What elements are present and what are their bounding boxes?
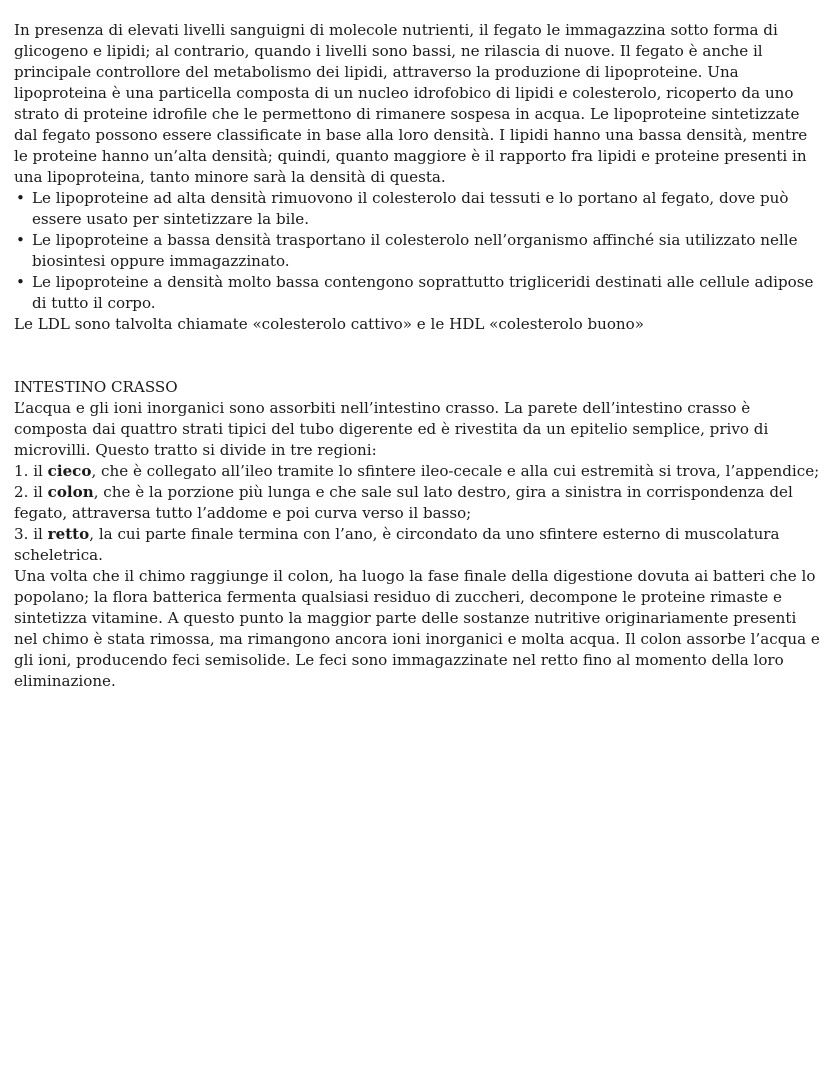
list-item-text: Le lipoproteine ad alta densità rimuovono il colesterolo dai tessuti e lo portano al fegato, dove può essere usato per sintetizzare la bile. <box>32 189 789 228</box>
list-item <box>14 188 820 230</box>
region-prefix: 3. il <box>14 525 48 543</box>
lipoprotein-list <box>14 188 820 314</box>
list-item <box>14 482 820 524</box>
intro-paragraph: In presenza di elevati livelli sanguigni di molecole nutrienti, il fegato le immagazzina sotto forma di glicogeno e lipidi; al contrario, quando i livelli sono bassi, ne rilascia di nuove. Il fegato è anche il principale controllore del metabolismo dei lipidi, attraverso la produzione di lipoproteine. Una lipoproteina è una particella composta di un nucleo idrofobico di lipidi e colesterolo, ricoperto da uno strato di proteine idrofile che le permettono di rimanere sospesa in acqua. Le lipoproteine sintetizzate dal fegato possono essere classificate in base alla loro densità. I lipidi hanno una bassa densità, mentre le proteine hanno un’alta densità; quindi, quanto maggiore è il rapporto fra lipidi e proteine presenti in una lipoproteina, tanto minore sarà la densità di questa. <box>14 21 808 186</box>
list-item <box>14 272 820 314</box>
bullet-glyph: • <box>16 231 25 249</box>
ldl-hdl-note: Le LDL sono talvolta chiamate «colesterolo cattivo» e le HDL «colesterolo buono» <box>14 315 644 333</box>
region-description: , la cui parte finale termina con l’ano, è circondato da uno sfintere esterno di muscolatura scheletrica. <box>14 525 780 564</box>
document-page <box>14 20 820 692</box>
regions-list <box>14 461 820 566</box>
region-prefix: 2. il <box>14 483 48 501</box>
region-description: , che è la porzione più lunga e che sale sul lato destro, gira a sinistra in corrispondenza del fegato, attraversa tutto l’addome e poi curva verso il basso; <box>14 483 793 522</box>
bullet-glyph: • <box>16 189 25 207</box>
section-title: INTESTINO CRASSO <box>14 378 178 396</box>
region-term: cieco <box>47 462 92 480</box>
section-spacer <box>14 335 820 377</box>
region-prefix: 1. il <box>14 462 48 480</box>
section-closing: Una volta che il chimo raggiunge il colon, ha luogo la fase finale della digestione dovuta ai batteri che lo popolano; la flora batterica fermenta qualsiasi residuo di zuccheri, decompone le proteine rimaste e sintetizza vitamine. A questo punto la maggior parte delle sostanze nutritive originariamente presenti nel chimo è stata rimossa, ma rimangono ancora ioni inorganici e molta acqua. Il colon assorbe l’acqua e gli ioni, producendo feci semisolide. Le feci sono immagazzinate nel retto fino al momento della loro eliminazione. <box>14 567 820 690</box>
list-item <box>14 524 820 566</box>
list-item <box>14 461 820 482</box>
bullet-glyph: • <box>16 273 25 291</box>
region-description: , che è collegato all’ileo tramite lo sfintere ileo-cecale e alla cui estremità si trova, l’appendice; <box>91 462 820 480</box>
list-item-text: Le lipoproteine a bassa densità trasportano il colesterolo nell’organismo affinché sia utilizzato nelle biosintesi oppure immagazzinato. <box>32 231 798 270</box>
region-term: retto <box>47 525 90 543</box>
section-intro: L’acqua e gli ioni inorganici sono assorbiti nell’intestino crasso. La parete dell’intestino crasso è composta dai quattro strati tipici del tubo digerente ed è rivestita da un epitelio semplice, privo di microvilli. Questo tratto si divide in tre regioni: <box>14 399 769 459</box>
list-item-text: Le lipoproteine a densità molto bassa contengono soprattutto trigliceridi destinati alle cellule adipose di tutto il corpo. <box>32 273 814 312</box>
list-item <box>14 230 820 272</box>
region-term: colon <box>47 483 94 501</box>
